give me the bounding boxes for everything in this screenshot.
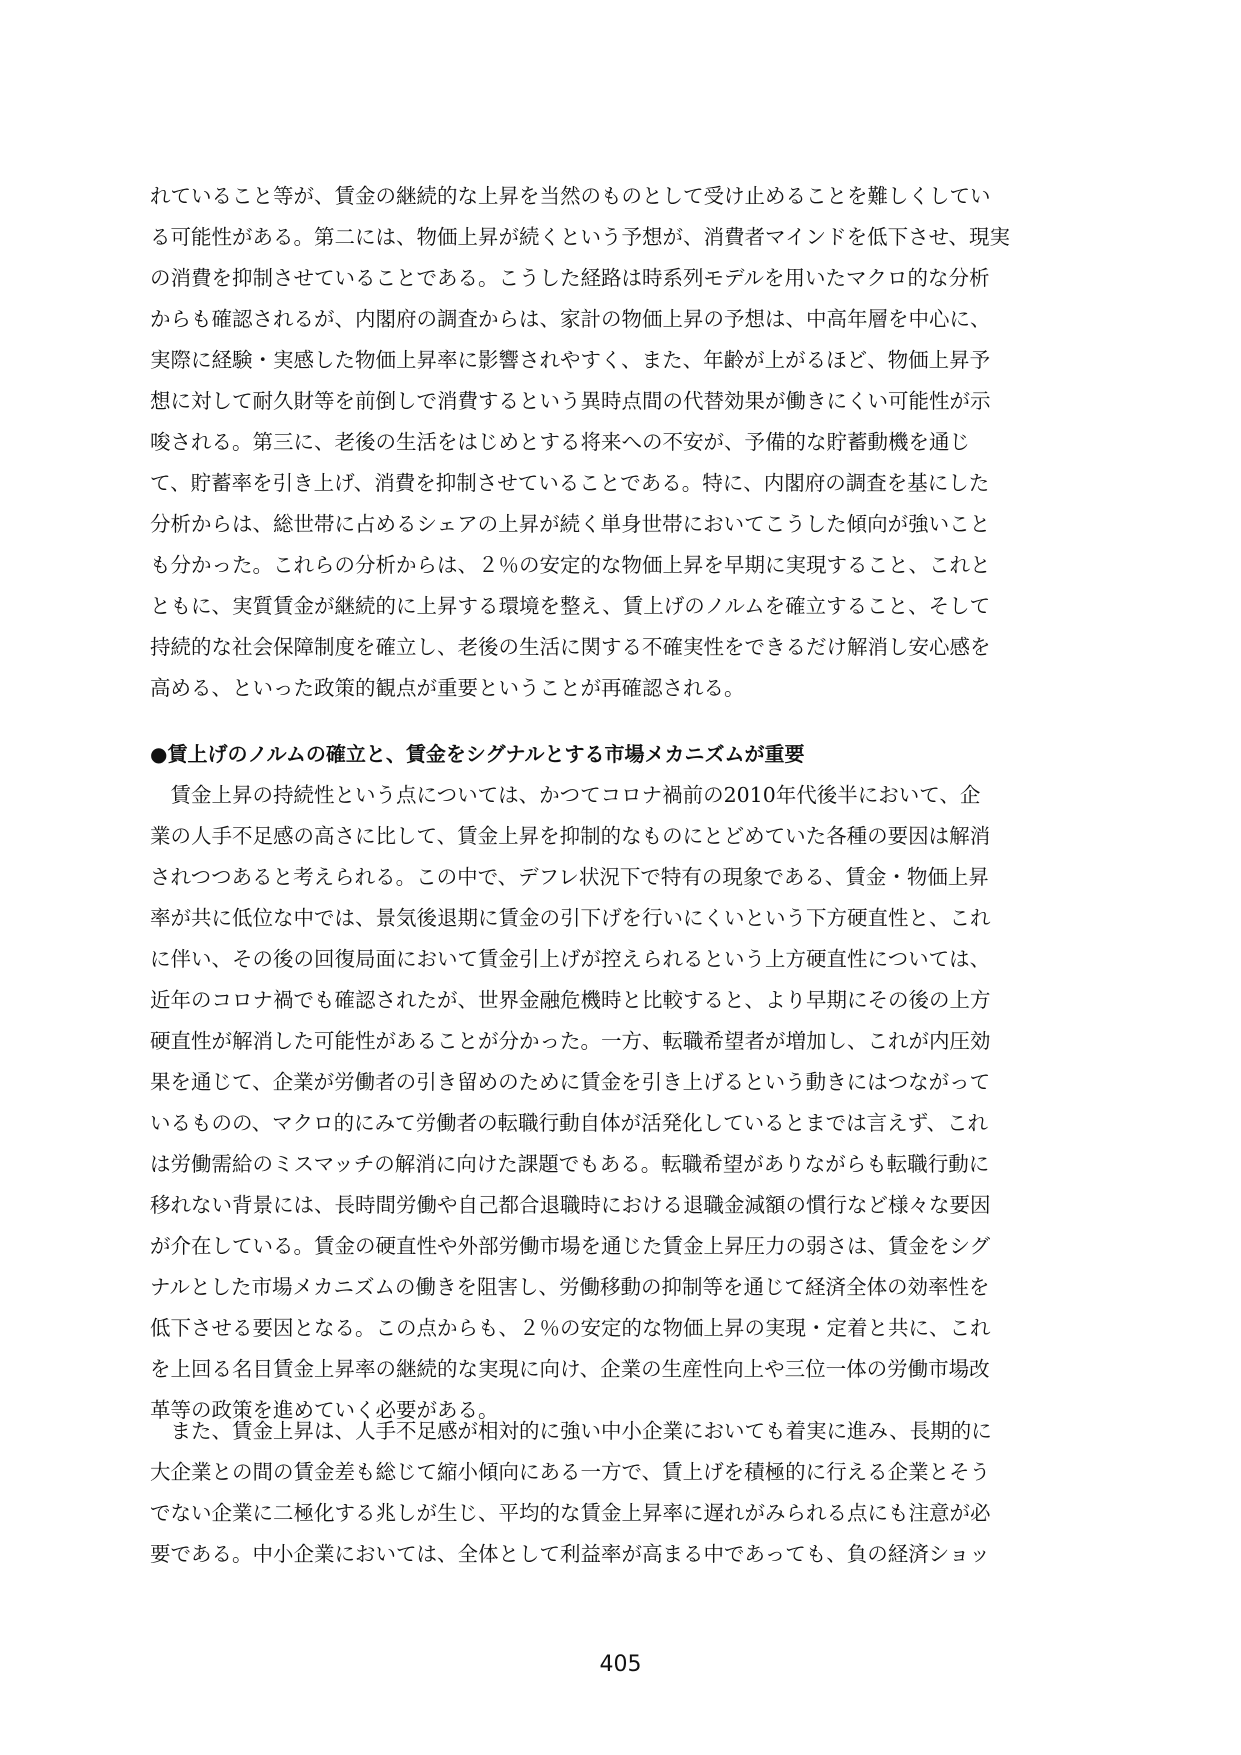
text-line: 想に対して耐久財等を前倒しで消費するという異時点間の代替効果が働きにくい可能性が示 [150,389,991,413]
text-line: でない企業に二極化する兆しが生じ、平均的な賃金上昇率に遅れがみられる点にも注意が必 [150,1501,991,1525]
text-line: る可能性がある。第二には、物価上昇が続くという予想が、消費者マインドを低下させ、現実 [150,225,1010,249]
text-line: 低下させる要因となる。この点からも、２％の安定的な物価上昇の実現・定着と共に、これ [150,1316,991,1340]
text-line: 分析からは、総世帯に占めるシェアの上昇が続く単身世帯においてこうした傾向が強いこと [150,512,991,536]
text-line: 革等の政策を進めていく必要がある。 [150,1398,499,1422]
text-line: ナルとした市場メカニズムの働きを阻害し、労働移動の抑制等を通じて経済全体の効率性を [150,1275,990,1299]
text-line: からも確認されるが、内閣府の調査からは、家計の物価上昇の予想は、中高年層を中心に、 [150,307,991,331]
paragraph-2 [150,775,1092,1431]
text-line: 大企業との間の賃金差も総じて縮小傾向にある一方で、賃上げを積極的に行える企業とそう [150,1460,991,1484]
paragraph-3 [150,1411,1092,1575]
text-line: 高める、といった政策的観点が重要ということが再確認される。 [150,676,745,700]
text-line: また、賃金上昇は、人手不足感が相対的に強い中小企業においても着実に進み、長期的に [150,1419,992,1443]
text-line: 移れない背景には、長時間労働や自己都合退職時における退職金減額の慣行など様々な要因 [150,1193,991,1217]
text-line: の消費を抑制させていることである。こうした経路は時系列モデルを用いたマクロ的な分析 [150,266,990,290]
text-line: 持続的な社会保障制度を確立し、老後の生活に関する不確実性をできるだけ解消し安心感を [150,635,991,659]
text-line: も分かった。これらの分析からは、２％の安定的な物価上昇を早期に実現すること、これと [150,553,991,577]
text-line: いるものの、マクロ的にみて労働者の転職行動自体が活発化しているとまでは言えず、これ [150,1111,989,1135]
text-line: 要である。中小企業においては、全体として利益率が高まる中であっても、負の経済ショッ [150,1542,990,1566]
text-line: 業の人手不足感の高さに比して、賃金上昇を抑制的なものにとどめていた各種の要因は解消 [150,824,991,848]
paragraph-1 [150,176,1092,709]
text-line: を上回る名目賃金上昇率の継続的な実現に向け、企業の生産性向上や三位一体の労働市場改 [150,1357,990,1381]
text-line: 唆される。第三に、老後の生活をはじめとする将来への不安が、予備的な貯蓄動機を通じ [150,430,970,454]
text-line: れていること等が、賃金の継続的な上昇を当然のものとして受け止めることを難しくしてい [150,184,991,208]
text-line: 実際に経験・実感した物価上昇率に影響されやすく、また、年齢が上がるほど、物価上昇予 [150,348,991,372]
section-heading: ●賃上げのノルムの確立と、賃金をシグナルとする市場メカニズムが重要 [150,742,805,766]
text-line: に伴い、その後の回復局面において賃金引上げが控えられるという上方硬直性については、 [150,947,991,971]
text-line: 賃金上昇の持続性という点については、かつてコロナ禍前の2010年代後半において、企 [150,783,981,807]
text-line: 果を通じて、企業が労働者の引き留めのために賃金を引き上げるという動きにはつながって [150,1070,991,1094]
text-line: 硬直性が解消した可能性があることが分かった。一方、転職希望者が増加し、これが内圧効 [150,1029,991,1053]
text-line: が介在している。賃金の硬直性や外部労働市場を通じた賃金上昇圧力の弱さは、賃金をシグ [150,1234,991,1258]
text-line: は労働需給のミスマッチの解消に向けた課題でもある。転職希望がありながらも転職行動に [150,1152,990,1176]
text-line: て、貯蓄率を引き上げ、消費を抑制させていることである。特に、内閣府の調査を基にした [150,471,990,495]
page-number: 405 [599,1652,642,1677]
text-line: 率が共に低位な中では、景気後退期に賃金の引下げを行いにくいという下方硬直性と、これ [150,906,991,930]
text-line: ともに、実質賃金が継続的に上昇する環境を整え、賃上げのノルムを確立すること、そして [150,594,991,618]
text-line: されつつあると考えられる。この中で、デフレ状況下で特有の現象である、賃金・物価上昇 [150,865,989,889]
text-line: 近年のコロナ禍でも確認されたが、世界金融危機時と比較すると、より早期にその後の上方 [150,988,991,1012]
